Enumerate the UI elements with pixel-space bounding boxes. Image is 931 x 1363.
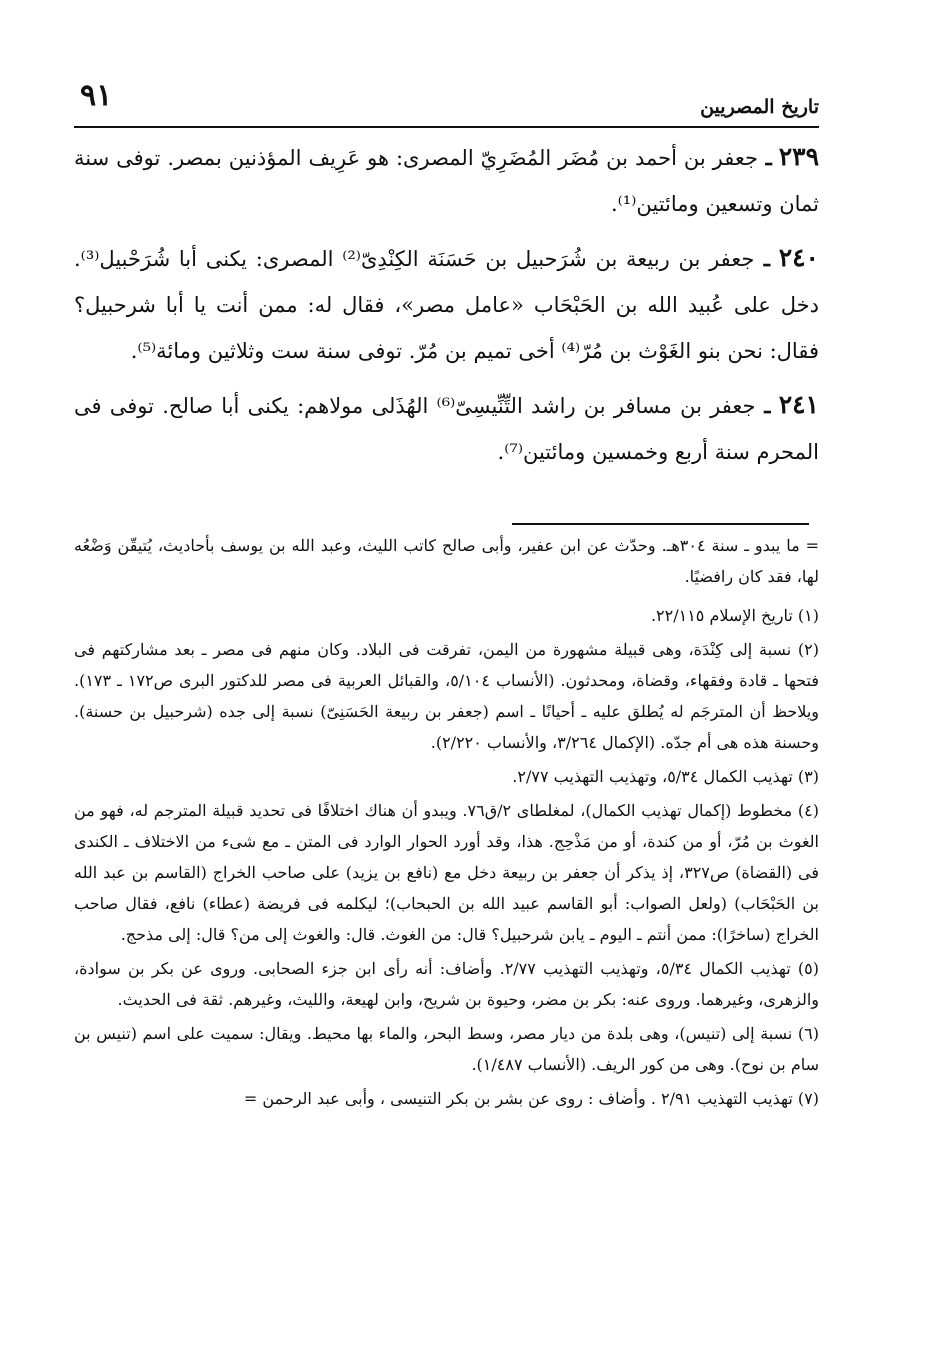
footnote-4: (٤) مخطوط (إكمال تهذيب الكمال)، لمغلطاى ٢/ق٧٦. ويبدو أن هناك اختلافًا فى تحديد قبيلة المترجم له، فهو من الغوث بن مُرّ، أو من كندة، أو من مَذْحِج. هذا، وقد أورد الحوار الوارد فى المتن ـ مع شىء من الاختلاف ـ الكندى فى (القضاة) ص٣٢٧، إذ يذكر أن جعفر بن ربيعة دخل مع (نافع بن يزيد) على صاحب الخراج (القاسم بن عبد الله بن الحَبْحَاب) (ولعل الصواب: أبو القاسم عبيد الله بن الحبحاب)؛ ليكلمه فى فريضة (عطاء) نافع، فقال صاحب الخراج (ساخرًا): ممن أنتم ـ اليوم ـ يابن شرحبيل؟ قال: من الغوث. قال: والغوث إلى من؟ قال: إلى مذحج.: [74, 801, 820, 944]
entry-text: جعفر بن مسافر بن راشد التِّنِّيسِىّ⁽⁶⁾ الهُذَلى مولاهم: يكنى أبا صالح. توفى فى المحرم سنة أربع وخمسين ومائتين⁽⁷⁾.: [74, 394, 819, 464]
footnotes: [74, 530, 819, 1117]
footnote-7: (٧) تهذيب التهذيب ٢/٩١ . وأضاف : روى عن بشر بن بكر التنيسى ، وأبى عبد الرحمن =: [243, 1089, 819, 1108]
page-number: ٩١: [80, 78, 113, 113]
footnote-3: (٣) تهذيب الكمال ٥/٣٤، وتهذيب التهذيب ٢/٧٧.: [512, 767, 819, 786]
page-header: [74, 70, 819, 128]
biography-entries: [74, 134, 819, 483]
entry-text: جعفر بن أحمد بن مُضَر المُضَرِيّ المصرى: هو عَرِيف المؤذنين بمصر. توفى سنة ثمان وتسعين ومائتين⁽¹⁾.: [74, 146, 819, 216]
footnote-1: (١) تاريخ الإسلام ٢٢/١١٥.: [650, 606, 819, 625]
running-title: تاريخ المصريين: [700, 96, 819, 118]
entry-number: ٢٤١: [778, 390, 819, 419]
entry-number: ٢٤٠: [778, 243, 819, 272]
footnote-divider: [512, 523, 809, 525]
entry-241: ٢٤١ ـ جعفر بن مسافر بن راشد التِّنِّيسِىّ⁽⁶⁾ الهُذَلى مولاهم: يكنى أبا صالح. توفى فى المحرم سنة أربع وخمسين ومائتين⁽⁷⁾.: [74, 390, 819, 464]
entry-240: ٢٤٠ ـ جعفر بن ربيعة بن شُرَحبيل بن حَسَنَة الكِنْدِىّ⁽²⁾ المصرى: يكنى أبا شُرَحْبيل⁽³⁾. دخل على عُبيد الله بن الحَبْحَاب «عامل مصر»، فقال له: ممن أنت يا أبا شرحبيل؟ فقال: نحن بنو الغَوْث بن مُرّ⁽⁴⁾ أخى تميم بن مُرّ. توفى سنة ست وثلاثين ومائة⁽⁵⁾.: [74, 243, 820, 363]
entry-number: ٢٣٩: [778, 142, 820, 171]
footnote-continuation: = ما يبدو ـ سنة ٣٠٤هـ. وحدّث عن ابن عفير، وأبى صالح كاتب الليث، وعبد الله بن يوسف بأحاديث، يُتيقّن وَضْعُه لها، فقد كان رافضيًا.: [74, 536, 820, 586]
footnote-2: (٢) نسبة إلى كِنْدَة، وهى قبيلة مشهورة من اليمن، تفرقت فى البلاد. وكان منهم فى مصر ـ بعد مشاركتهم فى فتحها ـ قادة وفقهاء، وقضاة، ومحدثون. (الأنساب ٥/١٠٤، والقبائل العربية فى مصر للدكتور البرى ص١٧٢ ـ ١٧٣). ويلاحظ أن المترجَم له يُطلق عليه ـ أحيانًا ـ اسم (جعفر بن ربيعة الحَسَنِىّ) نسبة إلى جده (شرحبيل بن حسنة). وحسنة هذه هى أم جدّه. (الإكمال ٣/٢٦٤، والأنساب ٢/٢٢٠).: [74, 640, 820, 752]
footnote-5: (٥) تهذيب الكمال ٥/٣٤، وتهذيب التهذيب ٢/٧٧. وأضاف: أنه رأى ابن جزء الصحابى. وروى عن بكر بن سوادة، والزهرى، وغيرهما. وروى عنه: بكر بن مضر، وحيوة بن شريح، وابن لهيعة، والليث، وغيرهم. ثقة فى الحديث.: [74, 959, 820, 1009]
footnote-6: (٦) نسبة إلى (تنيس)، وهى بلدة من ديار مصر، وسط البحر، والماء بها محيط. ويقال: سميت على اسم (تنيس بن سام بن نوح). وهى من كور الريف. (الأنساب ١/٤٨٧).: [74, 1024, 820, 1074]
entry-239: ٢٣٩ ـ جعفر بن أحمد بن مُضَر المُضَرِيّ المصرى: هو عَرِيف المؤذنين بمصر. توفى سنة ثمان وتسعين ومائتين⁽¹⁾.: [74, 142, 820, 216]
entry-text: جعفر بن ربيعة بن شُرَحبيل بن حَسَنَة الكِنْدِىّ⁽²⁾ المصرى: يكنى أبا شُرَحْبيل⁽³⁾. دخل على عُبيد الله بن الحَبْحَاب «عامل مصر»، فقال له: ممن أنت يا أبا شرحبيل؟ فقال: نحن بنو الغَوْث بن مُرّ⁽⁴⁾ أخى تميم بن مُرّ. توفى سنة ست وثلاثين ومائة⁽⁵⁾.: [74, 247, 820, 363]
